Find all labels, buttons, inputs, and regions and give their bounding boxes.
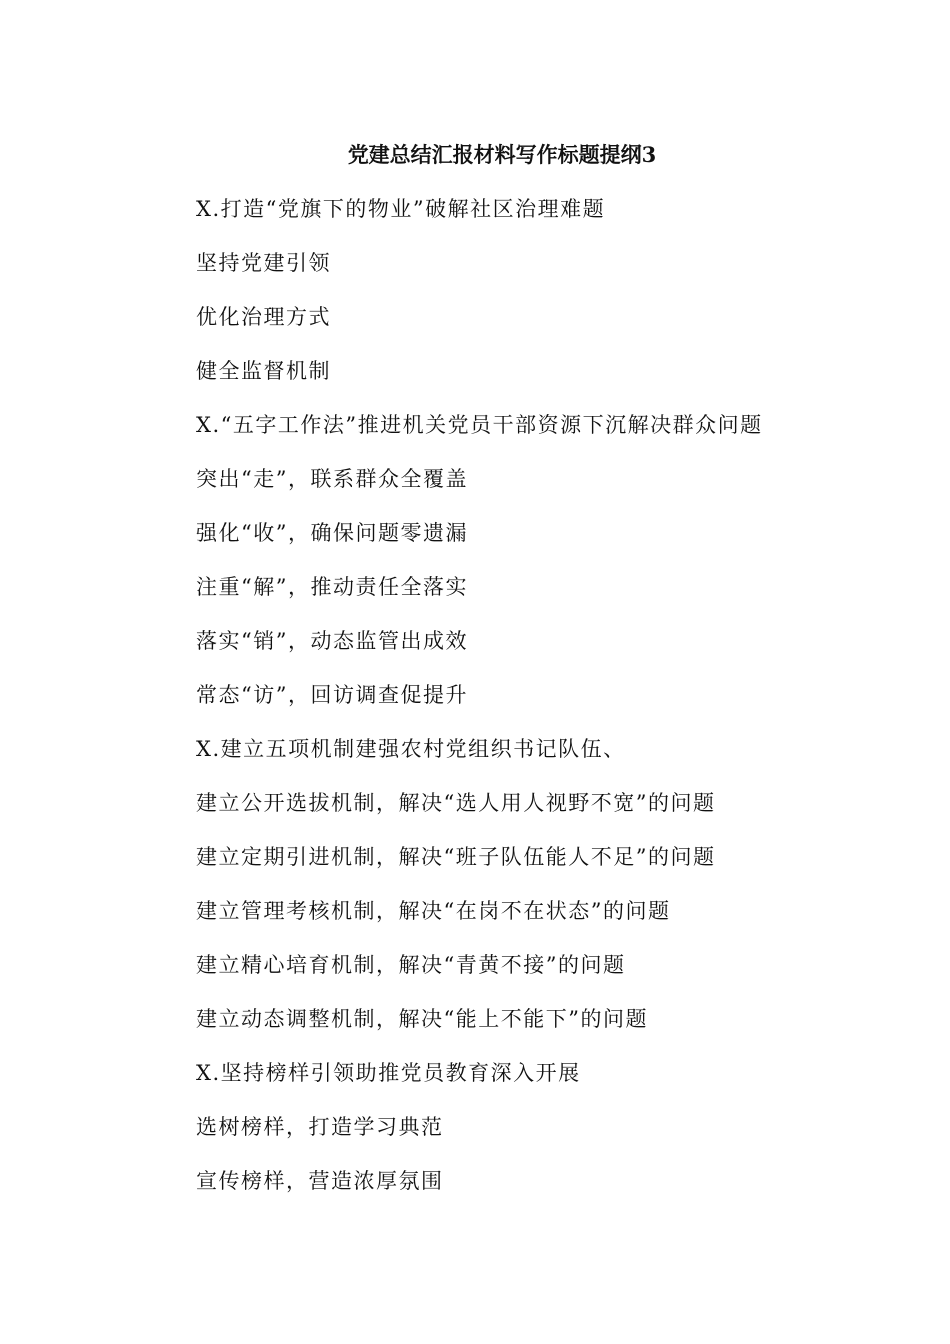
body-line: 突出“走”，联系群众全覆盖 xyxy=(196,467,468,491)
body-line: 建立管理考核机制，解决“在岗不在状态”的问题 xyxy=(196,899,671,923)
body-line: 宣传榜样，营造浓厚氛围 xyxy=(196,1169,444,1193)
body-line: 选树榜样，打造学习典范 xyxy=(196,1115,444,1139)
body-line: 健全监督机制 xyxy=(196,359,331,383)
heading-line: X.“五字工作法”推进机关党员干部资源下沉解决群众问题 xyxy=(196,413,763,437)
body-line: 优化治理方式 xyxy=(196,305,331,329)
document-body xyxy=(196,194,916,1220)
body-line: 坚持党建引领 xyxy=(196,251,331,275)
body-line: 建立精心培育机制，解决“青黄不接”的问题 xyxy=(196,953,626,977)
body-line: 落实“销”，动态监管出成效 xyxy=(196,629,468,653)
heading-line: X.坚持榜样引领助推党员教育深入开展 xyxy=(196,1061,581,1085)
body-line: 常态“访”，回访调查促提升 xyxy=(196,683,468,707)
document-title: 党建总结汇报材料写作标题提纲3 xyxy=(347,142,657,167)
heading-line: X.建立五项机制建强农村党组织书记队伍、 xyxy=(196,737,626,761)
body-line: 强化“收”，确保问题零遗漏 xyxy=(196,521,468,545)
heading-line: X.打造“党旗下的物业”破解社区治理难题 xyxy=(196,197,606,221)
body-line: 建立动态调整机制，解决“能上不能下”的问题 xyxy=(196,1007,648,1031)
body-line: 建立公开选拔机制，解决“选人用人视野不宽”的问题 xyxy=(196,791,716,815)
body-line: 注重“解”，推动责任全落实 xyxy=(196,575,468,599)
body-line: 建立定期引进机制，解决“班子队伍能人不足”的问题 xyxy=(196,845,716,869)
